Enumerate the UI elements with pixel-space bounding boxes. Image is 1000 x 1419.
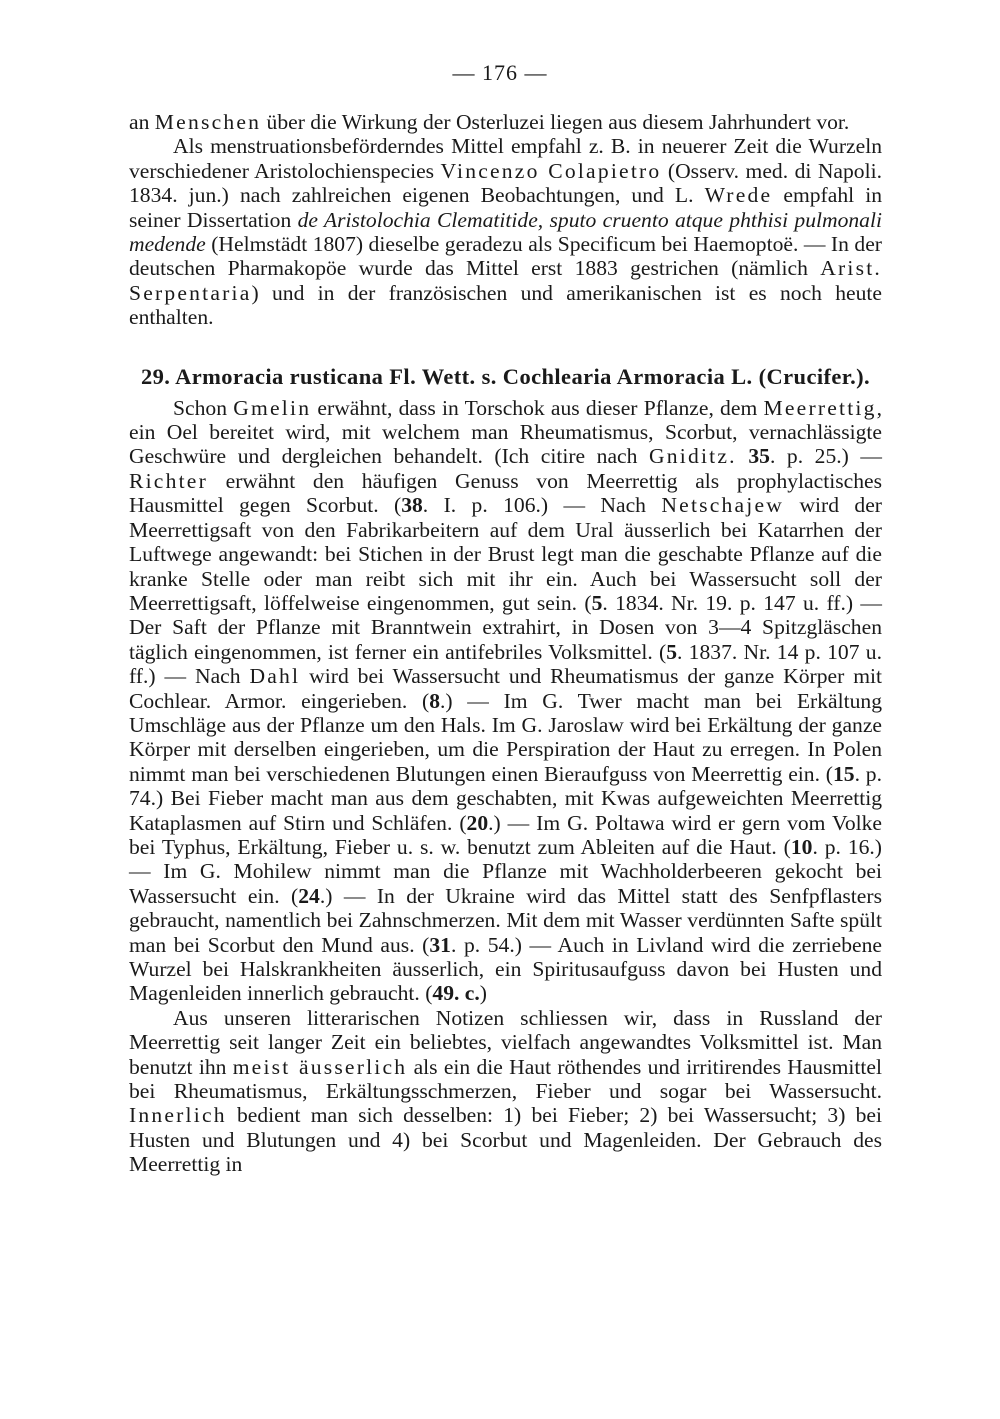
bold-ref: 5 <box>666 639 678 664</box>
text-run: an <box>129 110 155 134</box>
body-text <box>129 110 882 1177</box>
spaced-emphasis: Innerlich <box>129 1103 227 1128</box>
spaced-emphasis: meist äusserlich <box>232 1054 408 1079</box>
text-run: . p. 16.) — Im G. Mohilew nimmt man die Pflanze mit Wachholderbeeren gekocht bei Wassersucht ein. ( <box>129 834 882 908</box>
paragraph-1 <box>129 110 882 134</box>
text-run: .) — Im G. Twer macht man bei Erkältung Umschläge aus der Pflanze um den Hals. Im G. Jaroslaw wird bei Erkältung der ganze Körper mit derselben eingerieben, um die Perspiration der Haut zu erregen. In Polen nimmt man bei verschiedenen Blutungen einen Bieraufguss von Meerrettig ein. ( <box>129 688 883 786</box>
spaced-name: Gmelin <box>233 395 312 420</box>
bold-ref: 20 <box>466 810 489 835</box>
bold-ref: 8 <box>429 688 440 713</box>
text-run: . p. 54.) — Auch in Livland wird die zerriebene Wurzel bei Halskrankheiten äusserlich, ein Spiritusaufguss davon bei Husten und Magenleiden innerlich gebraucht. ( <box>129 932 882 1006</box>
text-run <box>737 444 749 468</box>
bold-ref: 31 <box>429 932 451 957</box>
text-run: wird bei Wassersucht und Rheumatismus der ganze Körper mit Cochlear. Armor. eingerieben. ( <box>129 664 882 713</box>
text-run: ) <box>479 981 487 1006</box>
text-run: bedient man sich desselben: 1) bei Fieber; 2) bei Wassersucht; 3) bei Husten und Blutungen und 4) bei Scorbut und Magenleiden. Der Gebrauch des Meerrettig in <box>129 1103 882 1177</box>
text-run: (Helmstädt 1807) dieselbe geradezu als Specificum bei Haemoptoë. — In der deutschen Pharmakopöe wurde das Mittel erst 1883 gestrichen (nämlich <box>129 232 882 281</box>
bold-ref: 5 <box>591 590 603 615</box>
spaced-name: Dahl <box>249 664 301 689</box>
text-run: wird der Meerrettigsaft von den Fabrikarbeitern auf dem Ural äusserlich bei Katarrhen der Luftwege angewandt: bei Stichen in der Brust legt man die geschabte Pflanze auf die kranke Stelle oder man reibt sich mit ihr ein. Auch bei Wassersucht soll der Meerrettigsaft, löffelweise eingenommen, gut sein. ( <box>129 493 882 615</box>
text-run: Als menstruationsbeförderndes Mittel empfahl z. B. in neuerer Zeit die Wurzeln verschiedener Aristolochienspecies <box>129 134 882 183</box>
text-run: . I. p. 106.) — Nach <box>422 493 662 518</box>
bold-ref: 10 <box>790 834 813 859</box>
bold-ref: 35 <box>748 444 770 469</box>
paragraph-4 <box>129 1006 882 1177</box>
text-run: als ein die Haut röthendes und irritirendes Hausmittel bei Rheumatismus, Erkältungsschmerzen, Fieber und sogar bei Wassersucht. <box>129 1054 882 1104</box>
text-run: Schon <box>173 395 234 420</box>
spaced-name: Menschen <box>154 110 262 134</box>
spaced-name: Vincenzo Colapietro <box>440 158 662 183</box>
spaced-name: Wrede <box>704 183 773 208</box>
text-run: erwähnt, dass in Torschok aus dieser Pflanze, dem <box>311 395 764 420</box>
spaced-name: Netschajew <box>661 493 785 518</box>
paragraph-3 <box>129 396 882 1006</box>
text-run: empfahl in seiner Dissertation <box>129 183 883 232</box>
bold-ref: 38 <box>401 493 423 518</box>
spaced-name: Richter <box>129 468 208 493</box>
spaced-name: Meerrettig <box>763 395 877 420</box>
text-run: über die Wirkung der Osterluzei liegen aus diesem Jahrhundert vor. <box>261 110 850 134</box>
italic-title: de Aristolochia Clematitide, sputo cruento atque phthisi pulmonali medende <box>129 207 882 257</box>
page-number: — 176 — <box>452 60 548 85</box>
text-run: ) und in der französischen und amerikanischen ist es noch heute enthalten. <box>129 280 882 330</box>
text-run: . 1834. Nr. 19. p. 147 u. ff.) — Der Saft der Pflanze mit Branntwein extrahirt, in Dosen von 3—4 Spitzgläschen täglich eingenommen, ist ferner ein antifebriles Volksmittel. ( <box>129 590 882 664</box>
bold-ref: 24 <box>298 883 320 908</box>
text-run: , ein Oel bereitet wird, mit welchem man Rheumatismus, Scorbut, vernachlässigte Geschwüre und dergleichen behandelt. (Ich citire nach <box>129 395 883 469</box>
text-run: . p. 74.) Bei Fieber macht man aus dem geschabten, mit Kwas aufgeweichten Meerrettig Kataplasmen auf Stirn und Schläfen. ( <box>129 761 882 835</box>
text-run: . 1837. Nr. 14 p. 107 u. ff.) — Nach <box>129 639 882 689</box>
text-run: . p. 25.) — <box>769 444 882 469</box>
paragraph-2 <box>129 134 882 329</box>
text-run: erwähnt den häufigen Genuss von Meerrettig als prophylactisches Hausmittel gegen Scorbut. ( <box>129 468 882 518</box>
text-run: .) — Im G. Poltawa wird er gern vom Volke bei Typhus, Erkältung, Fieber u. s. w. benutzt zum Ableiten auf die Haut. ( <box>129 810 883 859</box>
text-run: Aus unseren litterarischen Notizen schliessen wir, dass in Russland der Meerrettig seit langer Zeit ein beliebtes, vielfach angewandtes Volksmittel ist. Man benutzt ihn <box>129 1005 882 1079</box>
bold-ref: 15 <box>832 761 855 786</box>
section-heading: 29. Armoracia rusticana Fl. Wett. s. Cochlearia Armoracia L. (Crucifer.). <box>140 363 871 389</box>
text-run: (Osserv. med. di Napoli. 1834. jun.) nach zahlreichen eigenen Beobachtungen, und L. <box>129 158 883 208</box>
spaced-name: Arist. Serpentaria <box>129 256 882 305</box>
text-run: .) — In der Ukraine wird das Mittel statt des Senfpflasters gebraucht, namentlich bei Zahnschmerzen. Mit dem mit Wasser verdünnten Safte spült man bei Scorbut den Mund aus. ( <box>129 883 882 957</box>
spaced-name: Gniditz. <box>649 444 737 469</box>
bold-ref: 49. c. <box>432 981 480 1006</box>
